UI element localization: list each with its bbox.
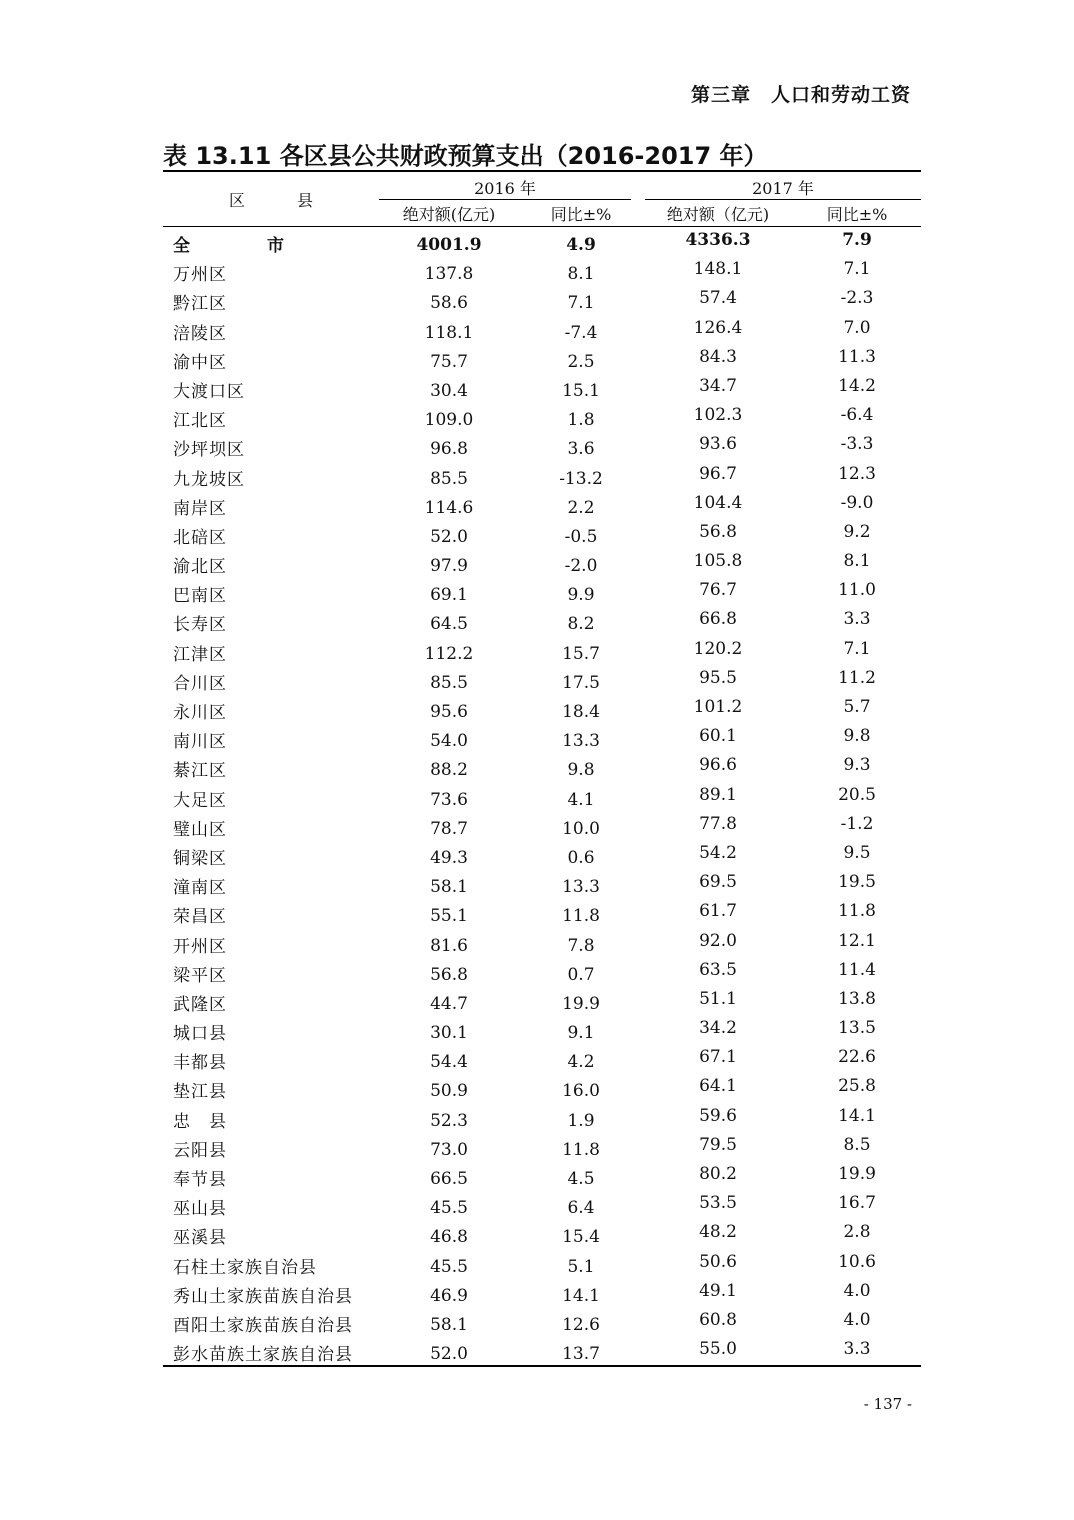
cell-pct-2017: 13.5 — [838, 1018, 876, 1039]
table-row — [163, 928, 921, 957]
cell-abs-2016: 88.2 — [430, 760, 468, 781]
cell-abs-2017: 76.7 — [699, 580, 737, 601]
cell-pct-2016: 9.9 — [567, 585, 595, 606]
cell-pct-2016: 7.8 — [567, 935, 595, 956]
table-row — [163, 665, 921, 694]
cell-abs-2017: 60.1 — [699, 726, 737, 747]
cell-abs-2017: 67.1 — [699, 1047, 737, 1068]
cell-abs-2016: 56.8 — [430, 964, 468, 985]
cell-pct-2017: -2.3 — [840, 288, 874, 309]
cell-pct-2016: 15.7 — [562, 643, 600, 664]
table-row — [163, 548, 921, 577]
cell-pct-2016: 9.8 — [567, 760, 595, 781]
cell-pct-2017: 7.1 — [843, 638, 871, 659]
cell-abs-2017: 64.1 — [699, 1076, 737, 1097]
cell-pct-2017: -6.4 — [840, 405, 874, 426]
cell-region-name: 大足区 — [173, 790, 227, 811]
cell-region-name: 綦江区 — [173, 761, 227, 782]
table-row — [163, 1044, 921, 1073]
column-header-2017: 2017 年 — [752, 179, 814, 198]
cell-pct-2016: 2.5 — [567, 351, 595, 372]
cell-pct-2016: 11.8 — [562, 1139, 600, 1160]
cell-pct-2016: -13.2 — [559, 468, 603, 489]
table-row — [163, 577, 921, 606]
cell-pct-2017: 16.7 — [838, 1193, 876, 1214]
cell-abs-2016: 66.5 — [430, 1169, 468, 1189]
cell-pct-2016: 4.2 — [567, 1052, 595, 1073]
cell-pct-2017: 11.8 — [838, 901, 876, 922]
cell-region-name: 开州区 — [173, 936, 227, 957]
cell-pct-2017: 10.6 — [838, 1251, 876, 1272]
cell-region-name: 云阳县 — [173, 1140, 227, 1161]
cell-abs-2016: 81.6 — [430, 935, 468, 956]
cell-pct-2017: -9.0 — [840, 492, 874, 513]
table-row — [163, 1249, 921, 1278]
table-row — [163, 1307, 921, 1336]
table-row — [163, 1219, 921, 1248]
table-row — [163, 490, 921, 519]
table-row-total — [163, 227, 921, 256]
cell-pct-2017: 3.3 — [843, 1339, 871, 1360]
cell-region-name: 巫溪县 — [173, 1228, 227, 1249]
table-row — [163, 519, 921, 548]
cell-abs-2016: 55.1 — [430, 906, 468, 927]
cell-pct-2017: 9.5 — [843, 842, 871, 863]
table-row — [163, 694, 921, 723]
cell-region-name: 渝中区 — [173, 352, 227, 373]
table-row — [163, 1103, 921, 1132]
cell-pct-2017: 4.0 — [843, 1309, 871, 1330]
cell-region-name: 潼南区 — [173, 878, 227, 899]
cell-abs-2016: 97.9 — [430, 556, 468, 577]
cell-abs-2016: 137.8 — [424, 264, 474, 285]
cell-abs-2017: 55.0 — [699, 1339, 737, 1360]
cell-abs-2016: 54.4 — [430, 1052, 468, 1073]
cell-abs-2017: 56.8 — [699, 521, 737, 542]
cell-abs-2017: 95.5 — [699, 667, 737, 688]
table-row — [163, 1015, 921, 1044]
cell-pct-2017: 4.0 — [843, 1280, 871, 1301]
cell-abs-2017: 105.8 — [693, 551, 743, 572]
cell-region-name: 渝北区 — [173, 557, 227, 578]
cell-abs-2017: 4336.3 — [685, 230, 751, 250]
cell-abs-2016: 73.0 — [430, 1139, 468, 1160]
cell-abs-2017: 80.2 — [699, 1164, 737, 1184]
table-row — [163, 606, 921, 635]
cell-pct-2017: 14.1 — [838, 1105, 876, 1126]
cell-abs-2017: 57.4 — [699, 288, 737, 309]
cell-abs-2016: 52.0 — [430, 526, 468, 547]
cell-abs-2017: 84.3 — [699, 346, 737, 367]
cell-region-name: 石柱土家族自治县 — [173, 1257, 317, 1278]
table-row — [163, 373, 921, 402]
cell-region-name: 合川区 — [173, 673, 227, 694]
cell-region-name: 巫山县 — [173, 1199, 227, 1220]
expenditure-table — [163, 170, 921, 1367]
cell-pct-2017: 11.4 — [838, 959, 876, 980]
column-header-2016: 2016 年 — [474, 179, 536, 198]
cell-region-name: 荣昌区 — [173, 907, 227, 928]
cell-abs-2017: 60.8 — [699, 1309, 737, 1330]
table-row — [163, 636, 921, 665]
cell-pct-2017: 9.2 — [843, 521, 871, 542]
table-row — [163, 402, 921, 431]
cell-pct-2016: 8.1 — [567, 264, 595, 285]
cell-region-name: 铜梁区 — [173, 848, 227, 869]
cell-pct-2017: 3.3 — [843, 609, 871, 630]
cell-pct-2017: 7.9 — [842, 230, 872, 250]
cell-abs-2016: 44.7 — [430, 993, 468, 1014]
cell-pct-2017: 2.8 — [843, 1222, 871, 1243]
cell-pct-2016: 4.1 — [567, 789, 595, 810]
cell-abs-2016: 50.9 — [430, 1081, 468, 1102]
cell-pct-2016: 16.0 — [562, 1081, 600, 1102]
table-row — [163, 1278, 921, 1307]
cell-pct-2016: 3.6 — [567, 439, 595, 460]
table-row — [163, 782, 921, 811]
cell-pct-2016: 4.9 — [566, 235, 596, 255]
cell-region-name: 沙坪坝区 — [173, 440, 245, 461]
cell-pct-2017: 22.6 — [838, 1047, 876, 1068]
header-divider-2016 — [379, 199, 631, 200]
cell-abs-2016: 114.6 — [424, 497, 474, 518]
cell-pct-2017: -3.3 — [840, 434, 874, 455]
table-row — [163, 431, 921, 460]
table-body — [163, 227, 921, 1365]
cell-pct-2016: 5.1 — [567, 1256, 595, 1277]
cell-abs-2016: 4001.9 — [416, 235, 482, 255]
table-title: 表 13.11 各区县公共财政预算支出（2016-2017 年） — [163, 142, 768, 170]
cell-pct-2016: 4.5 — [567, 1169, 595, 1189]
cell-abs-2016: 49.3 — [430, 847, 468, 868]
table-row — [163, 986, 921, 1015]
cell-abs-2017: 126.4 — [693, 317, 743, 338]
cell-abs-2016: 75.7 — [430, 351, 468, 372]
cell-pct-2017: 7.1 — [843, 259, 871, 280]
column-header-abs-2017: 绝对额（亿元) — [666, 205, 770, 224]
cell-abs-2017: 77.8 — [699, 813, 737, 834]
cell-pct-2017: -1.2 — [840, 813, 874, 834]
table-row — [163, 840, 921, 869]
table-row — [163, 1190, 921, 1219]
table-row — [163, 1161, 921, 1190]
cell-abs-2016: 73.6 — [430, 789, 468, 810]
table-row — [163, 723, 921, 752]
cell-region-name: 武隆区 — [173, 994, 227, 1015]
table-row — [163, 256, 921, 285]
cell-abs-2016: 30.1 — [430, 1023, 468, 1044]
cell-pct-2016: 15.1 — [562, 380, 600, 401]
table-row — [163, 1336, 921, 1365]
cell-region-name: 江津区 — [173, 644, 227, 665]
cell-abs-2016: 46.8 — [430, 1227, 468, 1248]
cell-pct-2016: 0.7 — [567, 964, 595, 985]
cell-pct-2017: 13.8 — [838, 988, 876, 1009]
cell-abs-2016: 58.6 — [430, 293, 468, 314]
table-row — [163, 869, 921, 898]
cell-region-name: 永川区 — [173, 703, 227, 723]
cell-pct-2016: 15.4 — [562, 1227, 600, 1248]
cell-pct-2017: 11.3 — [838, 346, 876, 367]
cell-pct-2016: 10.0 — [562, 818, 600, 839]
table-row — [163, 461, 921, 490]
cell-pct-2017: 9.3 — [843, 755, 871, 776]
cell-abs-2017: 92.0 — [699, 930, 737, 951]
cell-abs-2016: 109.0 — [424, 410, 474, 431]
cell-pct-2016: 11.8 — [562, 906, 600, 927]
cell-region-name: 大渡口区 — [173, 381, 245, 402]
cell-pct-2017: 8.1 — [843, 551, 871, 572]
cell-abs-2017: 49.1 — [699, 1280, 737, 1301]
cell-region-name: 九龙坡区 — [173, 469, 245, 490]
cell-region-name: 丰都县 — [173, 1053, 227, 1074]
cell-pct-2016: 1.8 — [567, 410, 595, 431]
cell-region-name: 南川区 — [173, 732, 227, 753]
cell-abs-2017: 79.5 — [699, 1134, 737, 1155]
cell-abs-2017: 34.2 — [699, 1018, 737, 1039]
table-header — [163, 172, 921, 227]
table-row — [163, 752, 921, 781]
page-number: - 137 - — [863, 1395, 912, 1413]
cell-pct-2016: -0.5 — [564, 526, 598, 547]
table-row — [163, 285, 921, 314]
cell-abs-2017: 104.4 — [693, 492, 743, 513]
cell-abs-2016: 95.6 — [430, 702, 468, 722]
cell-abs-2016: 85.5 — [430, 672, 468, 693]
cell-abs-2017: 61.7 — [699, 901, 737, 922]
cell-abs-2017: 96.7 — [699, 463, 737, 484]
column-header-abs-2016: 绝对额(亿元) — [402, 205, 496, 224]
cell-pct-2017: 9.8 — [843, 726, 871, 747]
cell-region-name: 全 市 — [173, 236, 314, 256]
cell-region-name: 巴南区 — [173, 586, 227, 607]
cell-pct-2016: 9.1 — [567, 1023, 595, 1044]
cell-pct-2016: 13.3 — [562, 877, 600, 898]
cell-abs-2016: 54.0 — [430, 731, 468, 752]
column-header-region: 区 县 — [228, 190, 331, 210]
cell-abs-2016: 112.2 — [424, 643, 474, 664]
cell-abs-2017: 120.2 — [693, 638, 743, 659]
cell-pct-2016: 13.3 — [562, 731, 600, 752]
cell-pct-2016: 19.9 — [562, 993, 600, 1014]
cell-abs-2016: 118.1 — [424, 322, 474, 343]
table-row — [163, 898, 921, 927]
cell-abs-2016: 85.5 — [430, 468, 468, 489]
cell-abs-2016: 78.7 — [430, 818, 468, 839]
cell-region-name: 忠 县 — [173, 1111, 227, 1132]
cell-pct-2016: 14.1 — [562, 1285, 600, 1306]
cell-pct-2016: -2.0 — [564, 556, 598, 577]
cell-pct-2017: 20.5 — [838, 784, 876, 805]
cell-pct-2016: 18.4 — [562, 702, 600, 722]
cell-region-name: 江北区 — [173, 411, 227, 432]
cell-pct-2016: 6.4 — [567, 1198, 595, 1219]
cell-abs-2017: 93.6 — [699, 434, 737, 455]
cell-pct-2017: 25.8 — [838, 1076, 876, 1097]
cell-region-name: 万州区 — [173, 265, 227, 286]
table-row — [163, 1073, 921, 1102]
cell-pct-2016: 2.2 — [567, 497, 595, 518]
cell-region-name: 黔江区 — [173, 294, 227, 315]
cell-pct-2017: 8.5 — [843, 1134, 871, 1155]
cell-abs-2016: 45.5 — [430, 1198, 468, 1219]
cell-abs-2017: 51.1 — [699, 988, 737, 1009]
cell-region-name: 璧山区 — [173, 819, 227, 840]
column-header-pct-2017: 同比±% — [826, 205, 888, 224]
cell-abs-2017: 69.5 — [699, 872, 737, 893]
cell-pct-2017: 19.5 — [838, 872, 876, 893]
cell-abs-2016: 69.1 — [430, 585, 468, 606]
cell-abs-2017: 48.2 — [699, 1222, 737, 1243]
chapter-heading: 第三章 人口和劳动工资 — [690, 84, 911, 106]
cell-abs-2017: 54.2 — [699, 842, 737, 863]
cell-region-name: 城口县 — [173, 1024, 227, 1045]
cell-region-name: 奉节县 — [173, 1170, 227, 1190]
cell-abs-2017: 50.6 — [699, 1251, 737, 1272]
cell-pct-2017: 14.2 — [838, 375, 876, 396]
cell-region-name: 酉阳土家族苗族自治县 — [173, 1315, 353, 1336]
cell-region-name: 彭水苗族土家族自治县 — [173, 1345, 353, 1366]
cell-pct-2016: 12.6 — [562, 1314, 600, 1335]
cell-pct-2017: 19.9 — [838, 1164, 876, 1184]
cell-abs-2016: 64.5 — [430, 614, 468, 635]
cell-abs-2016: 52.3 — [430, 1110, 468, 1131]
table-row — [163, 811, 921, 840]
cell-abs-2017: 96.6 — [699, 755, 737, 776]
cell-region-name: 南岸区 — [173, 498, 227, 519]
cell-pct-2017: 12.1 — [838, 930, 876, 951]
cell-pct-2016: 13.7 — [562, 1344, 600, 1365]
table-row — [163, 315, 921, 344]
cell-pct-2017: 11.2 — [838, 667, 876, 688]
cell-abs-2017: 63.5 — [699, 959, 737, 980]
column-header-pct-2016: 同比±% — [550, 205, 612, 224]
cell-abs-2016: 58.1 — [430, 877, 468, 898]
cell-region-name: 垫江县 — [173, 1082, 227, 1103]
cell-abs-2017: 102.3 — [693, 405, 743, 426]
cell-abs-2016: 46.9 — [430, 1285, 468, 1306]
table-row — [163, 1132, 921, 1161]
cell-pct-2016: 1.9 — [567, 1110, 595, 1131]
cell-abs-2017: 53.5 — [699, 1193, 737, 1214]
cell-pct-2017: 12.3 — [838, 463, 876, 484]
cell-abs-2017: 148.1 — [693, 259, 743, 280]
cell-region-name: 长寿区 — [173, 615, 227, 636]
cell-pct-2016: 17.5 — [562, 672, 600, 693]
cell-region-name: 北碚区 — [173, 527, 227, 548]
cell-abs-2016: 30.4 — [430, 380, 468, 401]
cell-abs-2017: 34.7 — [699, 375, 737, 396]
cell-pct-2017: 7.0 — [843, 317, 871, 338]
table-row — [163, 957, 921, 986]
cell-abs-2017: 101.2 — [693, 697, 743, 717]
cell-pct-2017: 11.0 — [838, 580, 876, 601]
cell-region-name: 涪陵区 — [173, 323, 227, 344]
cell-abs-2016: 58.1 — [430, 1314, 468, 1335]
cell-abs-2017: 59.6 — [699, 1105, 737, 1126]
cell-abs-2017: 89.1 — [699, 784, 737, 805]
cell-abs-2016: 45.5 — [430, 1256, 468, 1277]
cell-region-name: 梁平区 — [173, 965, 227, 986]
header-divider-2017 — [645, 199, 921, 200]
cell-abs-2016: 52.0 — [430, 1344, 468, 1365]
table-row — [163, 344, 921, 373]
cell-pct-2016: 8.2 — [567, 614, 595, 635]
cell-pct-2016: 7.1 — [567, 293, 595, 314]
cell-pct-2016: 0.6 — [567, 847, 595, 868]
cell-abs-2016: 96.8 — [430, 439, 468, 460]
cell-region-name: 秀山土家族苗族自治县 — [173, 1286, 353, 1307]
cell-pct-2016: -7.4 — [564, 322, 598, 343]
cell-pct-2017: 5.7 — [843, 697, 871, 717]
cell-abs-2017: 66.8 — [699, 609, 737, 630]
